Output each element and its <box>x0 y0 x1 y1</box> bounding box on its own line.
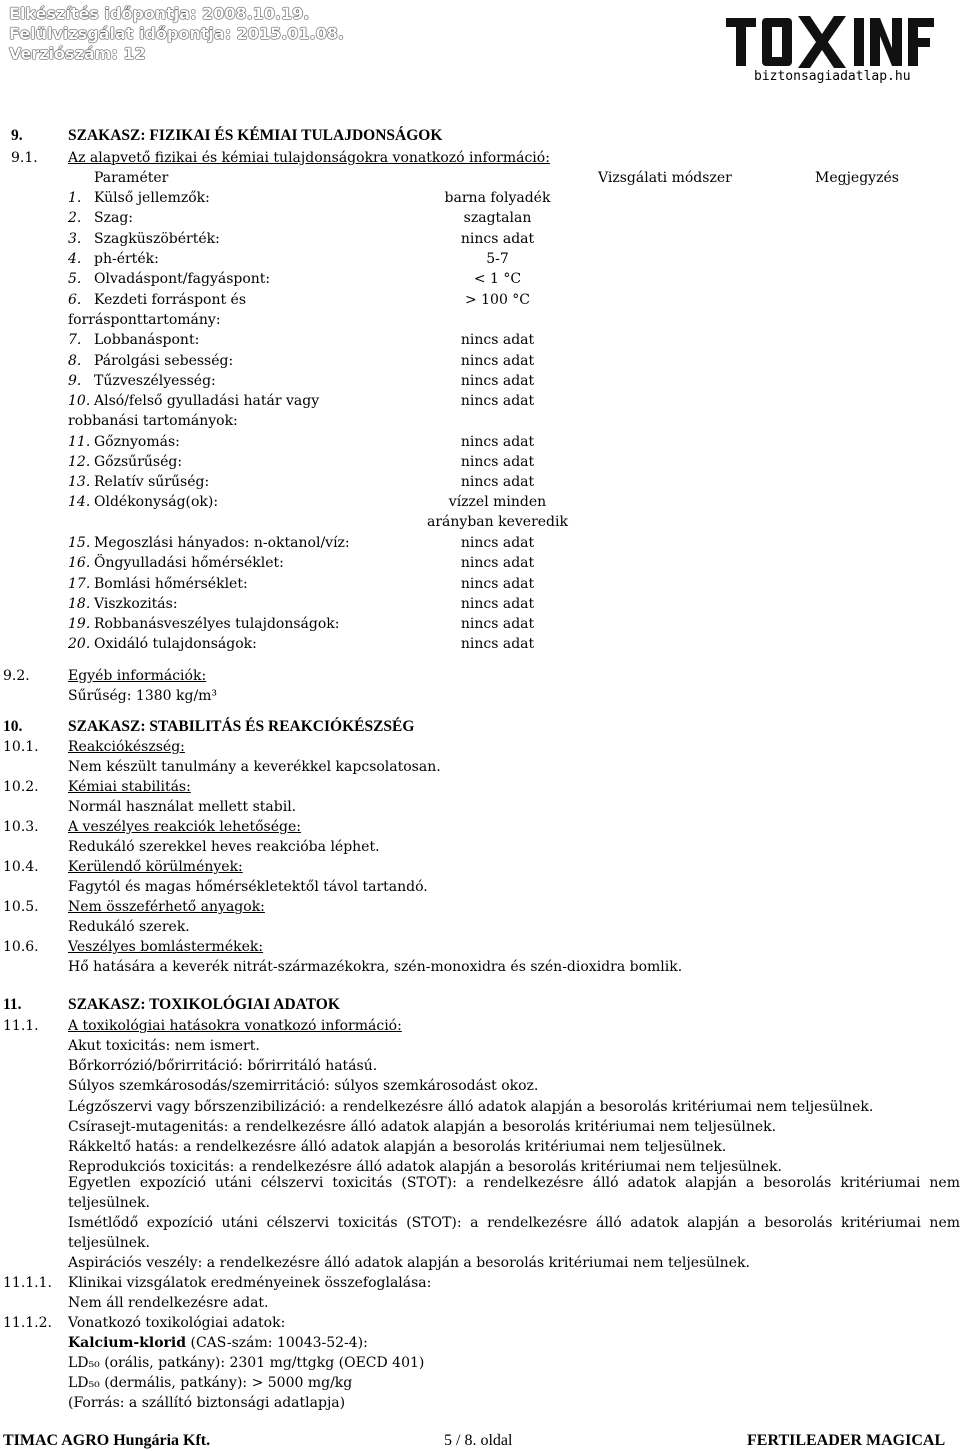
property-value: nincs adat <box>460 332 535 348</box>
property-number: 17. <box>68 576 91 592</box>
subsection-text: Redukáló szerekkel heves reakcióba léphet. <box>68 839 380 855</box>
subsection-title: Nem összeférhető anyagok: <box>68 899 265 915</box>
property-value: nincs adat <box>460 535 535 551</box>
property-label: Oldékonyság(ok): <box>94 494 219 510</box>
property-number: 10. <box>68 393 91 409</box>
property-value: nincs adat <box>460 555 535 571</box>
column-parameter: Paraméter <box>94 170 169 186</box>
property-number: 11. <box>68 434 91 450</box>
property-label: Gőznyomás: <box>94 434 180 450</box>
subsection-number: 10.3. <box>3 819 39 835</box>
property-label: Megoszlási hányados: n-oktanol/víz: <box>94 535 350 551</box>
property-label: Párolgási sebesség: <box>94 353 234 369</box>
section-11-title: SZAKASZ: TOXIKOLÓGIAI ADATOK <box>68 996 340 1013</box>
section-11-1-1-number: 11.1.1. <box>3 1275 52 1291</box>
section-11-1-2-title: Vonatkozó toxikológiai adatok: <box>68 1315 286 1331</box>
property-label: Öngyulladási hőmérséklet: <box>94 555 284 571</box>
property-number: 19. <box>68 616 91 632</box>
property-label: Oxidáló tulajdonságok: <box>94 636 257 652</box>
property-number: 9. <box>68 373 82 389</box>
property-label: ph-érték: <box>94 251 159 267</box>
property-value: nincs adat <box>460 616 535 632</box>
page-header <box>0 0 960 100</box>
property-label: Relatív sűrűség: <box>94 474 210 490</box>
section-11-1-title: A toxikológiai hatásokra vonatkozó információ: <box>68 1018 402 1034</box>
property-value: nincs adat <box>460 231 535 247</box>
property-label: Robbanásveszélyes tulajdonságok: <box>94 616 340 632</box>
footer-product: FERTILEADER MAGICAL <box>747 1432 946 1449</box>
substance-line <box>68 1334 368 1352</box>
toxinfo-logo <box>726 14 940 70</box>
property-number: 13. <box>68 474 91 490</box>
property-label: Kezdeti forráspont és <box>94 292 247 308</box>
property-number: 12. <box>68 454 91 470</box>
property-value: nincs adat <box>460 454 535 470</box>
aspiration-text: Aspirációs veszély: a rendelkezésre álló adatok alapján a besorolás kritériumai nem teljesülnek. <box>68 1255 750 1271</box>
stot-repeated-text: Ismétlődő expozíció utáni célszervi toxicitás (STOT): a rendelkezésre álló adatok alapján a besorolás kritériumai nem teljesülnek. <box>68 1215 960 1251</box>
ld50-oral: LD₅₀ (orális, patkány): 2301 mg/ttgkg (OECD 401) <box>68 1355 425 1371</box>
property-label: Lobbanáspont: <box>94 332 200 348</box>
property-value: < 1 °C <box>473 271 522 287</box>
property-number: 5. <box>68 271 82 287</box>
property-label: Tűzveszélyesség: <box>94 373 216 389</box>
subsection-number: 10.4. <box>3 859 39 875</box>
property-value: nincs adat <box>460 636 535 652</box>
property-number: 8. <box>68 353 82 369</box>
revised-date: Felülvizsgálat időpontja: 2015.01.08. <box>9 24 344 43</box>
property-value: nincs adat <box>460 373 535 389</box>
subsection-number: 10.2. <box>3 779 39 795</box>
property-number: 6. <box>68 292 82 308</box>
section-11-1-number: 11.1. <box>3 1018 39 1034</box>
property-label-continued: forrásponttartomány: <box>68 312 221 328</box>
property-number: 1. <box>68 190 82 206</box>
subsection-text: Hő hatására a keverék nitrát-származékokra, szén-monoxidra és szén-dioxidra bomlik. <box>68 959 683 975</box>
property-value: nincs adat <box>460 353 535 369</box>
version-number: Verziószám: 12 <box>9 44 146 63</box>
property-label: Külső jellemzők: <box>94 190 210 206</box>
property-value: nincs adat <box>460 474 535 490</box>
property-number: 20. <box>68 636 91 652</box>
toxicology-line: Légzőszervi vagy bőrszenzibilizáció: a rendelkezésre álló adatok alapján a besorolás kritériumai nem teljesülnek. <box>68 1098 874 1115</box>
footer-company: TIMAC AGRO Hungária Kft. <box>3 1432 211 1449</box>
section-9-2-title: Egyéb információk: <box>68 668 207 684</box>
ld50-dermal: LD₅₀ (dermális, patkány): > 5000 mg/kg <box>68 1375 353 1391</box>
property-value: barna folyadék <box>444 190 551 206</box>
section-9-1-title: Az alapvető fizikai és kémiai tulajdonságokra vonatkozó információ: <box>68 150 550 166</box>
subsection-title: Kémiai stabilitás: <box>68 779 191 795</box>
section-9-number: 9. <box>11 127 23 144</box>
section-9-2-number: 9.2. <box>3 668 30 684</box>
property-number: 7. <box>68 332 82 348</box>
column-note: Megjegyzés <box>815 170 899 186</box>
property-label: Bomlási hőmérséklet: <box>94 576 248 592</box>
property-number: 15. <box>68 535 91 551</box>
property-label: Gőzsűrűség: <box>94 454 183 470</box>
property-value-continued: arányban keveredik <box>427 514 568 530</box>
section-11-1-1-text: Nem áll rendelkezésre adat. <box>68 1295 269 1311</box>
property-label: Szagküszöbérték: <box>94 231 220 247</box>
toxicology-line: Csírasejt-mutagenitás: a rendelkezésre álló adatok alapján a besorolás kritériumai nem teljesülnek. <box>68 1118 777 1135</box>
section-9-title: SZAKASZ: FIZIKAI ÉS KÉMIAI TULAJDONSÁGOK <box>68 127 443 144</box>
section-11-1-1-title: Klinikai vizsgálatok eredményeinek összefoglalása: <box>68 1275 432 1291</box>
property-value: nincs adat <box>460 576 535 592</box>
substance-name: Kalcium-klorid <box>68 1335 187 1351</box>
section-10-number: 10. <box>3 718 23 735</box>
section-10-title: SZAKASZ: STABILITÁS ÉS REAKCIÓKÉSZSÉG <box>68 718 415 735</box>
toxicology-line: Bőrkorrózió/bőrirritáció: bőrirritáló hatású. <box>68 1058 378 1075</box>
subsection-title: A veszélyes reakciók lehetősége: <box>68 819 301 835</box>
property-label-continued: robbanási tartományok: <box>68 413 238 429</box>
source-note: (Forrás: a szállító biztonsági adatlapja) <box>68 1395 346 1411</box>
property-value: szagtalan <box>463 210 532 226</box>
property-value: 5-7 <box>486 251 509 267</box>
subsection-text: Nem készült tanulmány a keverékkel kapcsolatosan. <box>68 759 441 775</box>
subsection-number: 10.6. <box>3 939 39 955</box>
section-11-1-2-number: 11.1.2. <box>3 1315 52 1331</box>
density-text: Sűrűség: 1380 kg/m³ <box>68 688 218 704</box>
property-number: 4. <box>68 251 82 267</box>
property-value: nincs adat <box>460 596 535 612</box>
property-value: > 100 °C <box>464 292 531 308</box>
property-number: 16. <box>68 555 91 571</box>
property-label: Viszkozitás: <box>94 596 178 612</box>
property-value: nincs adat <box>460 434 535 450</box>
toxicology-line: Súlyos szemkárosodás/szemirritáció: súlyos szemkárosodást okoz. <box>68 1078 539 1095</box>
property-value: nincs adat <box>460 393 535 409</box>
subsection-text: Fagytól és magas hőmérsékletektől távol tartandó. <box>68 879 428 895</box>
subsection-title: Kerülendő körülmények: <box>68 859 243 875</box>
stot-single-text: Egyetlen expozíció utáni célszervi toxicitás (STOT): a rendelkezésre álló adatok alapján a besorolás kritériumai nem teljesülnek. <box>68 1175 960 1211</box>
footer-page: 5 / 8. oldal <box>444 1432 513 1449</box>
section-9-1-number: 9.1. <box>11 150 38 166</box>
toxicology-line: Reprodukciós toxicitás: a rendelkezésre álló adatok alapján a besorolás kritériumai nem teljesülnek. <box>68 1159 782 1176</box>
subsection-text: Normál használat mellett stabil. <box>68 799 297 815</box>
cas-number: (CAS-szám: 10043-52-4): <box>190 1335 368 1351</box>
property-number: 2. <box>68 210 82 226</box>
toxicology-line: Akut toxicitás: nem ismert. <box>68 1038 260 1054</box>
property-value: vízzel minden <box>448 494 547 510</box>
property-number: 18. <box>68 596 91 612</box>
property-number: 14. <box>68 494 91 510</box>
subsection-number: 10.5. <box>3 899 39 915</box>
site-url: biztonsagiadatlap.hu <box>754 69 911 84</box>
section-11-number: 11. <box>3 996 22 1013</box>
subsection-title: Reakciókészség: <box>68 739 185 755</box>
column-method: Vizsgálati módszer <box>598 170 732 186</box>
property-label: Alsó/felső gyulladási határ vagy <box>94 393 320 409</box>
property-number: 3. <box>68 231 82 247</box>
property-label: Olvadáspont/fagyáspont: <box>94 271 271 287</box>
toxicology-line: Rákkeltő hatás: a rendelkezésre álló adatok alapján a besorolás kritériumai nem teljesülnek. <box>68 1139 727 1155</box>
property-label: Szag: <box>94 210 133 226</box>
created-date: Elkészítés időpontja: 2008.10.19. <box>9 4 310 23</box>
subsection-text: Redukáló szerek. <box>68 919 190 935</box>
subsection-title: Veszélyes bomlástermékek: <box>68 939 264 955</box>
subsection-number: 10.1. <box>3 739 39 755</box>
